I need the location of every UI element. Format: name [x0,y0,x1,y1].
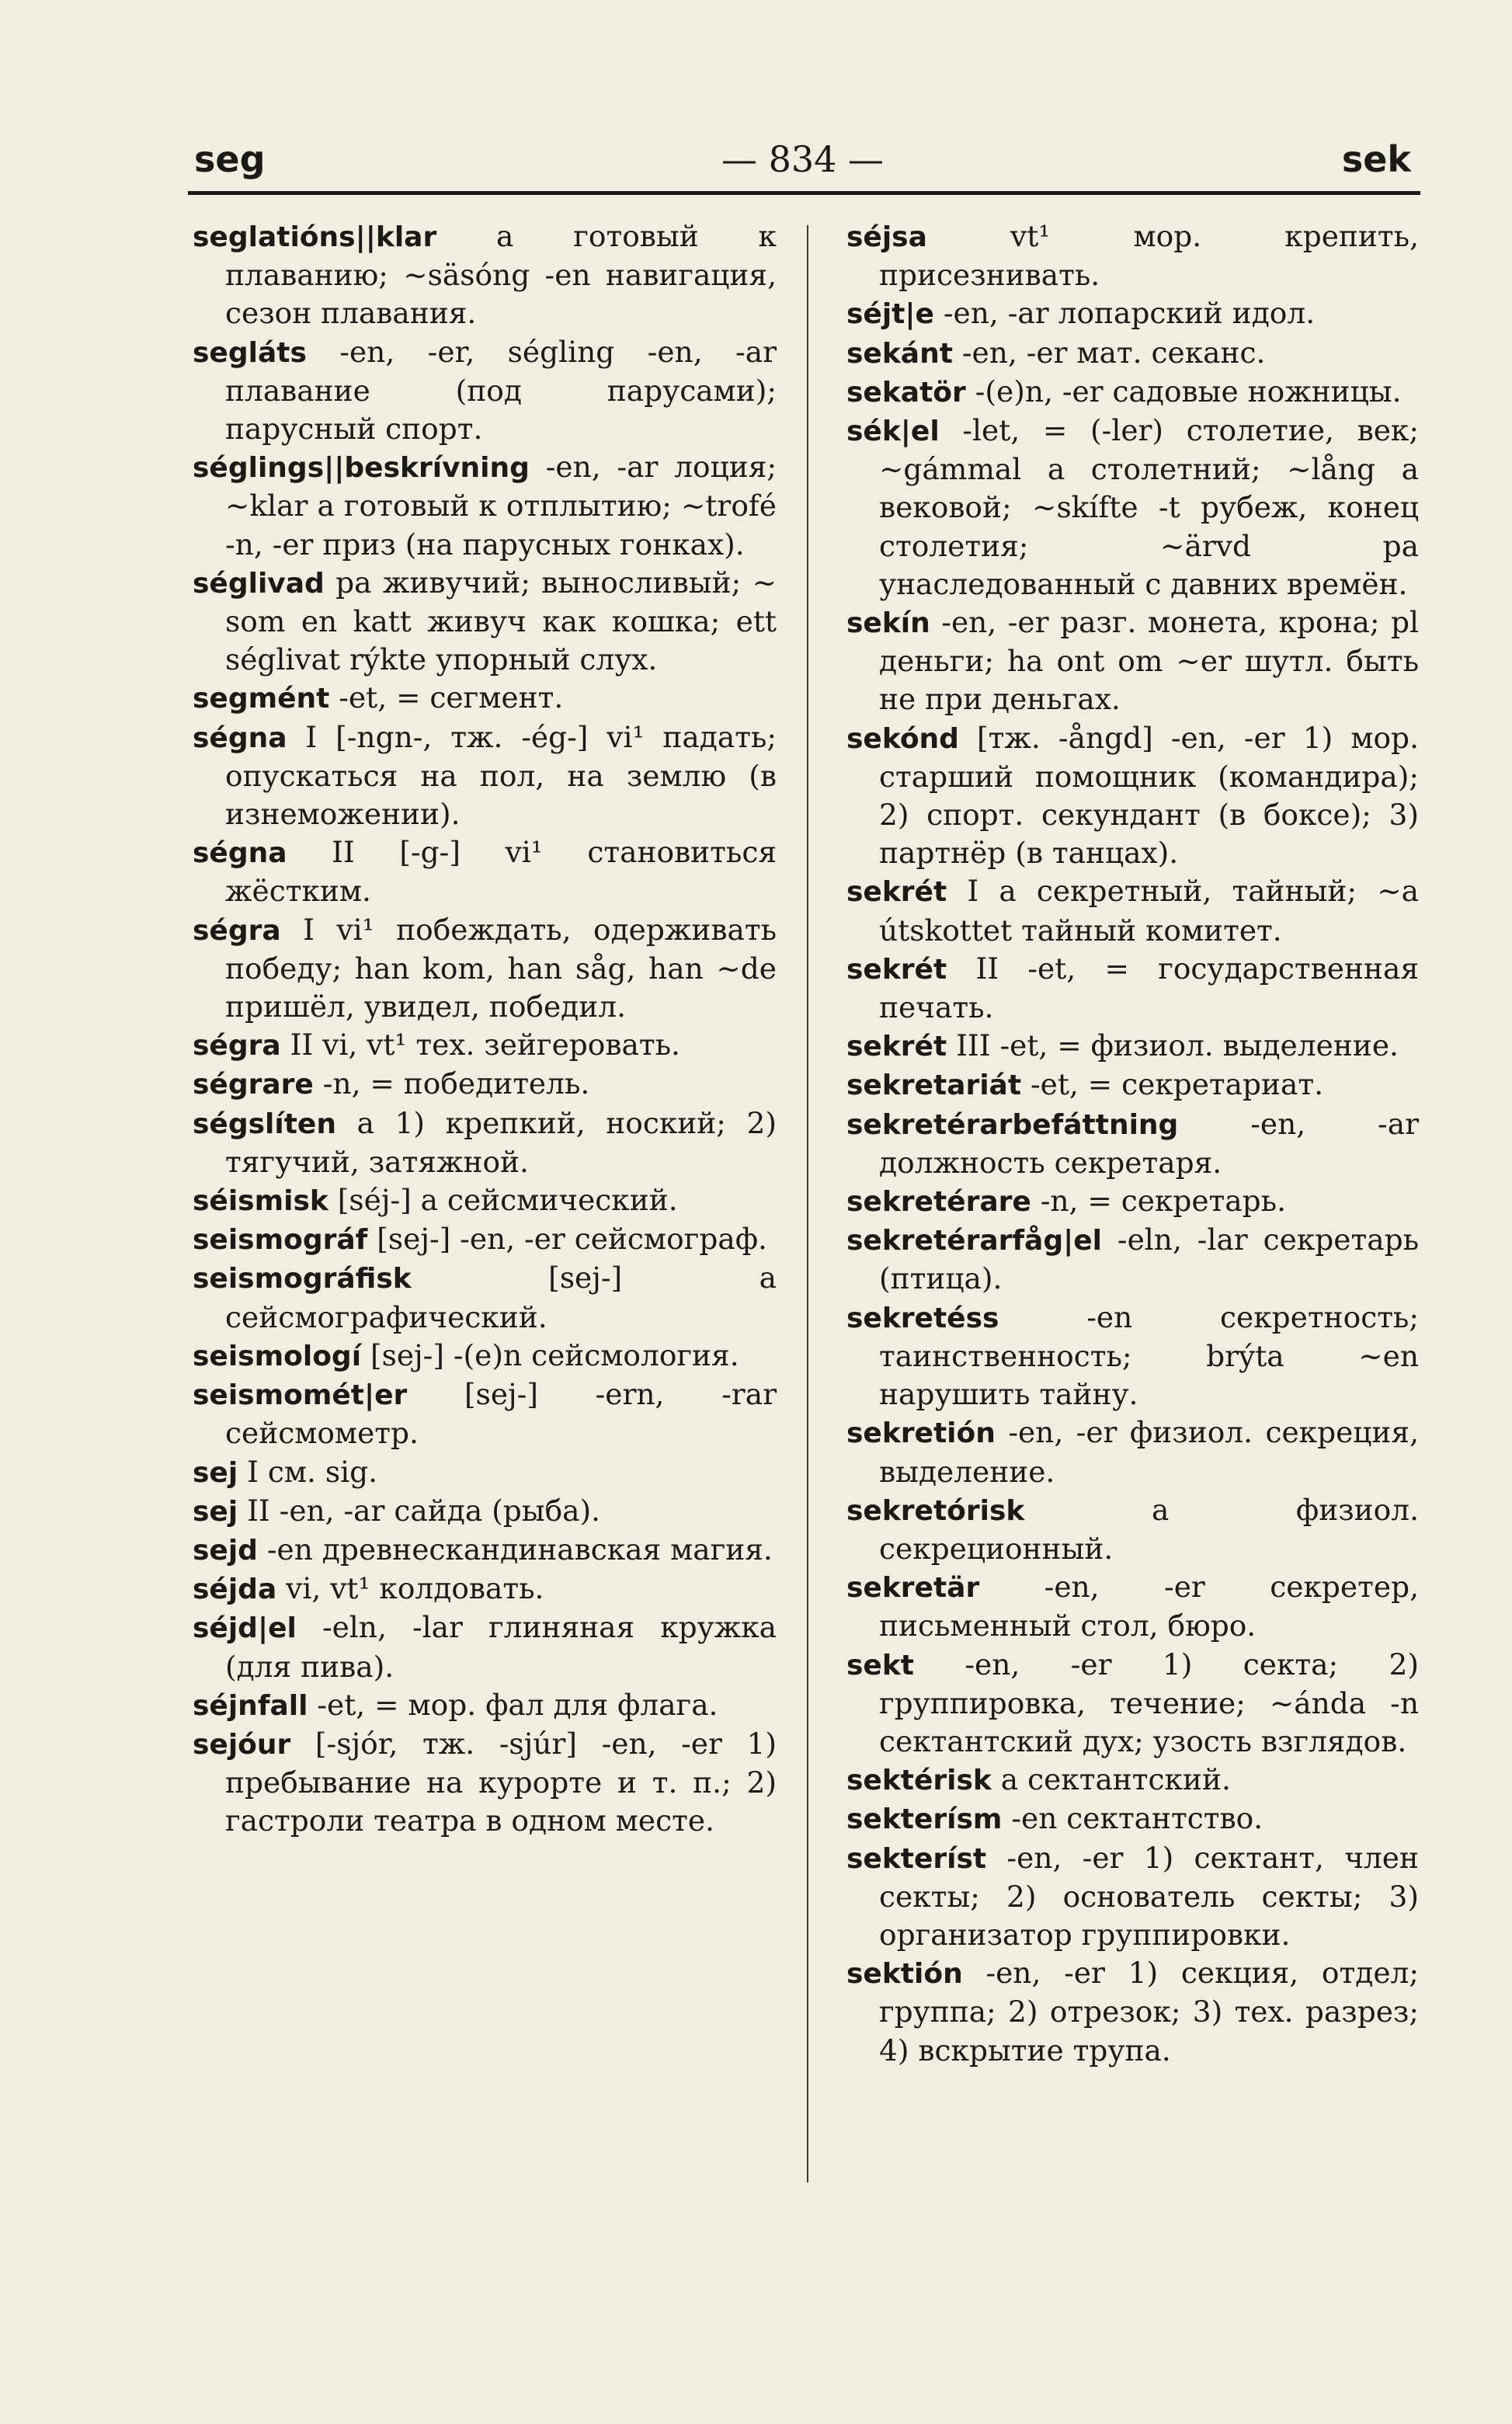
entry-headword: segláts [193,336,307,369]
entry-headword: séjda [193,1574,277,1606]
entry-definition: -eln, -lar секретарь (птица). [879,1222,1419,1296]
entry-definition: a готовый к плаванию; ~säsóng -en навигация, сезон плавания. [225,219,777,331]
dictionary-entry [193,1725,777,1841]
entry-definition: a физиол. секреционный. [879,1492,1419,1566]
entry-headword: seismográf [193,1224,368,1257]
dictionary-entry [846,373,1419,412]
entry-headword: sekín [846,607,930,640]
entry-definition: -en, -er, ségling -en, -ar плавание (под парусами); парусный спорт. [225,334,777,447]
entry-definition: -en, -ar должность секретаря. [879,1106,1419,1180]
entry-definition: [sej-] -ern, -rar сейсмометр. [225,1377,777,1451]
entry-definition: -en секретность; таинственность; brýta ~en нарушить тайну. [879,1299,1419,1412]
dictionary-entry [846,412,1419,603]
dictionary-entry [846,1954,1419,2070]
entry-definition: vt¹ мор. крепить, присезнивать. [879,219,1419,293]
entry-definition: -et, = сегмент. [329,680,564,715]
entry-headword: sektérisk [846,1765,992,1797]
entry-headword: seglatións||klar [193,221,437,253]
left-guide-word: seg [194,138,266,180]
entry-definition: [-sjór, тж. -sjúr] -en, -er 1) пребывание на курорте и т. п.; 2) гастроли театра в одном месте. [225,1726,777,1838]
entry-headword: sekretión [846,1417,996,1450]
entry-definition: vi, vt¹ колдовать. [276,1571,544,1606]
dictionary-entry [846,217,1419,294]
entry-definition: -en, -er 1) сектант, член секты; 2) основатель секты; 3) организатор группировки. [879,1840,1419,1952]
entry-headword: séjnfall [193,1689,308,1722]
entry-definition: -en, -er мат. секанс. [952,335,1266,370]
entry-definition: III -et, = физиол. выделение. [947,1028,1399,1063]
entry-definition: II vi, vt¹ тех. зейгеровать. [280,1028,680,1062]
dictionary-entry [193,833,777,910]
dictionary-entry [846,950,1419,1027]
entry-definition: -eln, -lar глиняная кружка (для пива). [225,1610,777,1684]
dictionary-entry [846,1182,1419,1221]
dictionary-entry [846,334,1419,373]
entry-definition: I см. sig. [238,1454,378,1489]
dictionary-entry [193,1608,777,1685]
entry-headword: ségna [193,722,287,754]
dictionary-entry [846,719,1419,873]
entry-headword: sekteríst [846,1842,987,1875]
dictionary-entry [846,1299,1419,1414]
entry-headword: seismográfisk [193,1263,412,1295]
dictionary-entry [193,718,777,834]
entry-definition: -en, -er секретер, письменный стол, бюро. [879,1570,1419,1643]
dictionary-entry [193,911,777,1027]
dictionary-entry [846,1800,1419,1838]
right-column [846,217,1419,2070]
left-column [193,217,777,1841]
dictionary-entry [846,294,1419,333]
entry-headword: segmént [193,683,330,715]
dictionary-entry [193,1492,777,1531]
entry-headword: sekatör [846,376,966,409]
dictionary-entry [193,1104,777,1181]
entry-definition: a сектантский. [991,1762,1231,1797]
entry-headword: sekretérare [846,1186,1031,1219]
entry-definition: -(e)n, -er садовые ножницы. [965,374,1402,409]
entry-definition: -et, = секретариат. [1021,1067,1324,1102]
dictionary-entry [193,1181,777,1220]
entry-headword: sejóur [193,1728,291,1761]
entry-definition: [sej-] a сейсмографический. [225,1261,777,1334]
entry-headword: ségra [193,914,281,947]
entry-definition: -en, -er 1) секция, отдел; группа; 2) отрезок; 3) тех. разрез; 4) вскрытие трупа. [879,1956,1419,2068]
entry-definition: -en, -er разг. монета, крона; pl деньги; ha ont om ~er шутл. быть не при деньгах. [879,605,1419,717]
entry-definition: a 1) крепкий, ноский; 2) тягучий, затяжной. [225,1105,777,1179]
entry-definition: I [-ngn-, тж. -ég-] vi¹ падать; опускаться на пол, на землю (в изнеможении). [225,719,777,832]
dictionary-entry [846,1839,1419,1955]
dictionary-entry [846,1066,1419,1104]
entry-definition: II -et, = государственная печать. [879,951,1419,1025]
dictionary-entry [193,679,777,718]
entry-definition: -en сектантство. [1002,1801,1263,1836]
entry-headword: sekretérarfåg|el [846,1225,1103,1257]
entry-definition: -let, = (-ler) столетие, век; ~gámmal a столетний; ~lång a вековой; ~skífte -t рубеж, конец столетия; ~ärvd pa унаследованный с давних времён. [879,413,1419,601]
dictionary-entry [193,564,777,680]
dictionary-entry [846,1568,1419,1645]
entry-headword: sék|el [846,416,940,448]
entry-headword: séglings||beskrívning [193,452,530,485]
entry-headword: séglivad [193,567,325,600]
entry-headword: sekrét [846,953,947,986]
entry-headword: ségslíten [193,1108,336,1140]
dictionary-entry [193,1259,777,1336]
header-rule [188,191,1420,195]
entry-definition: [sej-] -(e)n сейсмология. [361,1337,739,1372]
entry-definition: -n, = секретарь. [1031,1184,1286,1219]
entry-headword: seismologí [193,1340,362,1372]
entry-headword: ségra [193,1030,281,1062]
entry-headword: séjd|el [193,1612,297,1645]
entry-headword: sektión [846,1958,963,1991]
dictionary-entry [193,1531,777,1570]
entry-definition: [sej-] -en, -er сейсмограф. [367,1222,767,1257]
page-number: — 834 — [721,138,885,180]
dictionary-entry [193,1220,777,1259]
entry-definition: II [-g-] vi¹ становиться жёстким. [225,835,777,909]
dictionary-entry [193,1337,777,1375]
entry-headword: sekretär [846,1572,980,1605]
entry-definition: -et, = мор. фал для флага. [308,1687,718,1722]
entry-headword: séismisk [193,1185,328,1218]
dictionary-entry [193,1453,777,1492]
entry-headword: sekónd [846,722,959,755]
entry-definition: I a секретный, тайный; ~a útskottet тайный комитет. [879,874,1419,948]
dictionary-entry [193,333,777,449]
entry-definition: I vi¹ побеждать, одерживать победу; han kom, han såg, han ~de пришёл, увидел, победил. [225,912,777,1024]
entry-headword: sekretórisk [846,1494,1025,1527]
entry-definition: -n, = победитель. [313,1066,590,1101]
dictionary-entry [846,1221,1419,1298]
entry-headword: ségrare [193,1069,314,1101]
entry-headword: sekrét [846,876,947,909]
entry-headword: sekrét [846,1031,947,1063]
entry-definition: [séj-] a сейсмический. [328,1183,678,1218]
page-header [194,138,1411,193]
entry-headword: seismomét|er [193,1379,408,1412]
dictionary-entry [193,1026,777,1065]
entry-definition: -en древнескандинавская магия. [257,1532,773,1567]
dictionary-entry [193,1375,777,1452]
entry-definition: -en, -er 1) секта; 2) группировка, течение; ~ánda -n сектантский дух; узость взглядов. [879,1647,1419,1758]
entry-headword: sekretariát [846,1069,1022,1102]
entry-headword: sekterísm [846,1803,1003,1836]
entry-headword: séjt|e [846,298,934,331]
entry-headword: sej [193,1456,238,1489]
entry-definition: [тж. -ångd] -en, -er 1) мор. старший помощник (командира); 2) спорт. секундант (в боксе); 3) партнёр (в танцах). [879,720,1419,871]
dictionary-entry [846,603,1419,719]
entry-headword: ségna [193,837,287,870]
dictionary-entry [846,1105,1419,1182]
dictionary-entry [193,1686,777,1725]
dictionary-entry [193,217,777,333]
dictionary-entry [846,1027,1419,1066]
column-divider [807,225,808,2182]
dictionary-entry [193,1065,777,1104]
dictionary-entry [846,1414,1419,1490]
entry-definition: pa живучий; выносливый; ~ som en katt живуч как кошка; ett séglivat rýkte упорный слух. [225,565,777,677]
entry-definition: -en, -er физиол. секреция, выделение. [879,1415,1419,1489]
entry-headword: sekt [846,1649,914,1681]
dictionary-entry [846,1761,1419,1800]
dictionary-entry [846,1646,1419,1761]
entry-headword: sej [193,1495,238,1528]
dictionary-entry [846,1491,1419,1568]
dictionary-entry [193,448,777,564]
entry-headword: sekretéss [846,1302,999,1334]
right-guide-word: sek [1341,138,1411,180]
entry-headword: sekánt [846,337,953,370]
entry-definition: -en, -ar лоция; ~klar a готовый к отплытию; ~trofé -n, -er приз (на парусных гонках). [225,450,777,562]
dictionary-entry [193,1570,777,1608]
dictionary-entry [846,872,1419,949]
entry-headword: sekretérarbefáttning [846,1108,1179,1141]
entry-definition: II -en, -ar сайда (рыба). [238,1493,601,1528]
entry-headword: sejd [193,1534,258,1567]
entry-headword: séjsa [846,221,927,253]
entry-definition: -en, -ar лопарский идол. [933,296,1316,331]
